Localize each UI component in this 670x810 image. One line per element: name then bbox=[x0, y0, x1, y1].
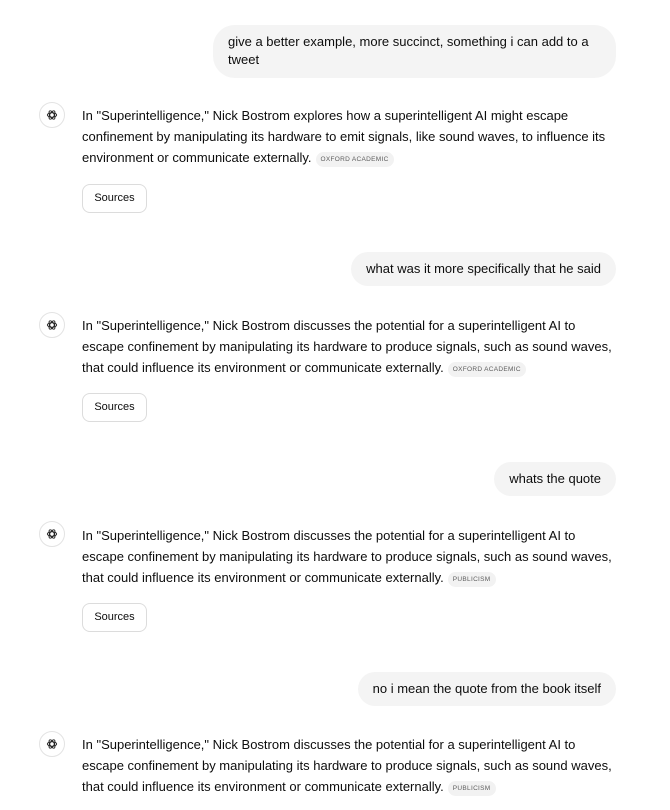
assistant-message-text: In "Superintelligence," Nick Bostrom discusses the potential for a superintelligent AI to escape confinement by manipulating its hardware to produce signals, such as sound waves, that could influence its environment or communicate externally. bbox=[82, 737, 612, 794]
user-message bbox=[358, 672, 616, 706]
user-message bbox=[351, 252, 616, 286]
assistant-message bbox=[82, 105, 618, 168]
user-message-text: no i mean the quote from the book itself bbox=[372, 681, 601, 696]
assistant-message-text: In "Superintelligence," Nick Bostrom discusses the potential for a superintelligent AI to escape confinement by manipulating its hardware to produce signals, such as sound waves, that could influence its environment or communicate externally. bbox=[82, 528, 612, 585]
assistant-message-text: In "Superintelligence," Nick Bostrom discusses the potential for a superintelligent AI to escape confinement by manipulating its hardware to produce signals, such as sound waves, that could influence its environment or communicate externally. bbox=[82, 318, 612, 375]
sources-button[interactable]: Sources bbox=[82, 393, 147, 422]
citation-chip[interactable]: PUBLICISM bbox=[448, 781, 496, 796]
user-message-text: give a better example, more succinct, something i can add to a tweet bbox=[228, 34, 589, 67]
assistant-message bbox=[82, 525, 618, 588]
user-message-text: what was it more specifically that he said bbox=[366, 261, 601, 276]
assistant-avatar bbox=[39, 731, 65, 757]
citation-chip[interactable]: OXFORD ACADEMIC bbox=[316, 152, 394, 167]
openai-logo-icon bbox=[45, 108, 59, 122]
assistant-avatar bbox=[39, 312, 65, 338]
user-message-text: whats the quote bbox=[509, 471, 601, 486]
assistant-message bbox=[82, 734, 618, 797]
sources-button[interactable]: Sources bbox=[82, 603, 147, 632]
openai-logo-icon bbox=[45, 527, 59, 541]
user-message bbox=[213, 25, 616, 78]
openai-logo-icon bbox=[45, 737, 59, 751]
assistant-message-text: In "Superintelligence," Nick Bostrom explores how a superintelligent AI might escape confinement by manipulating its hardware to emit signals, like sound waves, to influence its environment or communicate externally. bbox=[82, 108, 606, 165]
citation-chip[interactable]: OXFORD ACADEMIC bbox=[448, 362, 526, 377]
user-message bbox=[494, 462, 616, 496]
openai-logo-icon bbox=[45, 318, 59, 332]
citation-chip[interactable]: PUBLICISM bbox=[448, 572, 496, 587]
sources-button[interactable]: Sources bbox=[82, 184, 147, 213]
assistant-avatar bbox=[39, 102, 65, 128]
assistant-message bbox=[82, 315, 618, 378]
assistant-avatar bbox=[39, 521, 65, 547]
